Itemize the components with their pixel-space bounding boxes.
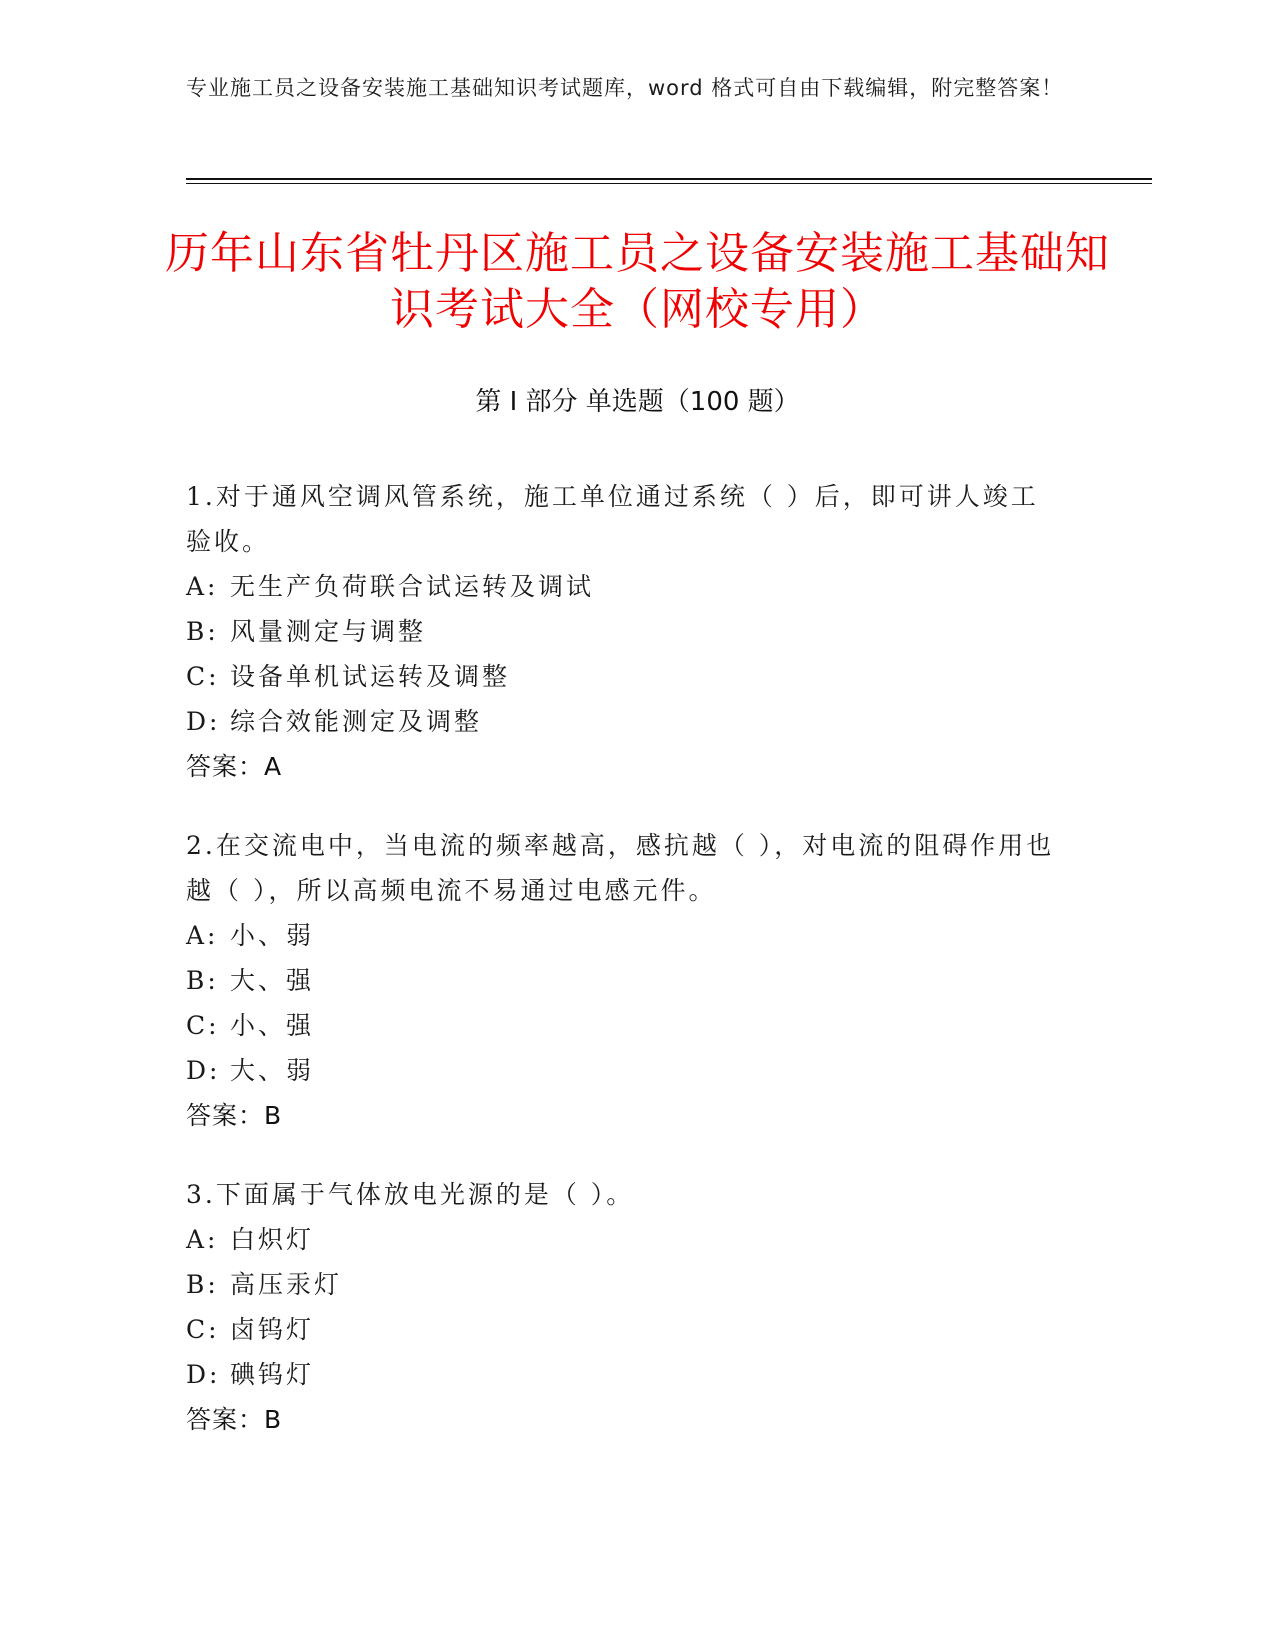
option-letter: B:	[186, 1270, 219, 1299]
option-text: 综合效能测定及调整	[230, 707, 483, 736]
option-text: 风量测定与调整	[230, 617, 427, 646]
answer-value: B	[264, 1405, 283, 1434]
question-3	[186, 1172, 1066, 1442]
option-a	[186, 1217, 1066, 1262]
option-text: 小、强	[230, 1011, 315, 1040]
option-text: 设备单机试运转及调整	[230, 662, 511, 691]
option-letter: D:	[186, 1360, 221, 1389]
option-letter: C:	[186, 662, 220, 691]
option-a	[186, 913, 1066, 958]
option-letter: A:	[186, 921, 219, 950]
answer-line	[186, 1397, 1066, 1442]
option-c	[186, 654, 1066, 699]
option-text: 大、强	[230, 966, 315, 995]
answer-line	[186, 1093, 1066, 1138]
option-letter: C:	[186, 1011, 220, 1040]
option-d	[186, 699, 1066, 744]
answer-value: B	[264, 1101, 283, 1130]
question-2	[186, 823, 1066, 1138]
option-letter: D:	[186, 707, 221, 736]
option-b	[186, 1262, 1066, 1307]
answer-prefix: 答案：	[186, 1405, 265, 1434]
question-stem: 2.在交流电中，当电流的频率越高，感抗越（ ），对电流的阻碍作用也越（ ），所以高频电流不易通过电感元件。	[186, 831, 1055, 905]
option-d	[186, 1352, 1066, 1397]
header-divider-thin	[186, 183, 1152, 184]
option-letter: B:	[186, 617, 219, 646]
question-list	[186, 474, 1066, 1476]
option-text: 小、弱	[230, 921, 315, 950]
option-text: 高压汞灯	[230, 1270, 343, 1299]
answer-prefix: 答案：	[186, 1101, 265, 1130]
option-d	[186, 1048, 1066, 1093]
option-text: 大、弱	[230, 1056, 315, 1085]
answer-value: A	[264, 752, 283, 781]
option-letter: B:	[186, 966, 219, 995]
question-stem: 1.对于通风空调风管系统，施工单位通过系统（ ）后，即可讲人竣工验收。	[186, 482, 1039, 556]
question-stem: 3.下面属于气体放电光源的是（ ）。	[186, 1180, 635, 1209]
answer-prefix: 答案：	[186, 752, 265, 781]
answer-line	[186, 744, 1066, 789]
document-title: 历年山东省牡丹区施工员之设备安装施工基础知识考试大全（网校专用）	[165, 228, 1110, 335]
option-a	[186, 564, 1066, 609]
option-letter: D:	[186, 1056, 221, 1085]
option-letter: C:	[186, 1315, 220, 1344]
option-text: 碘钨灯	[230, 1360, 315, 1389]
option-c	[186, 1003, 1066, 1048]
option-text: 卤钨灯	[230, 1315, 315, 1344]
option-c	[186, 1307, 1066, 1352]
option-letter: A:	[186, 1225, 219, 1254]
option-b	[186, 958, 1066, 1003]
option-b	[186, 609, 1066, 654]
header-note: 专业施工员之设备安装施工基础知识考试题库，word 格式可自由下载编辑，附完整答案！	[186, 76, 1064, 100]
question-1	[186, 474, 1066, 789]
section-heading: 第 I 部分 单选题（100 题）	[475, 387, 800, 417]
option-text: 白炽灯	[230, 1225, 315, 1254]
option-letter: A:	[186, 572, 219, 601]
header-divider-thick	[186, 178, 1152, 180]
option-text: 无生产负荷联合试运转及调试	[230, 572, 595, 601]
